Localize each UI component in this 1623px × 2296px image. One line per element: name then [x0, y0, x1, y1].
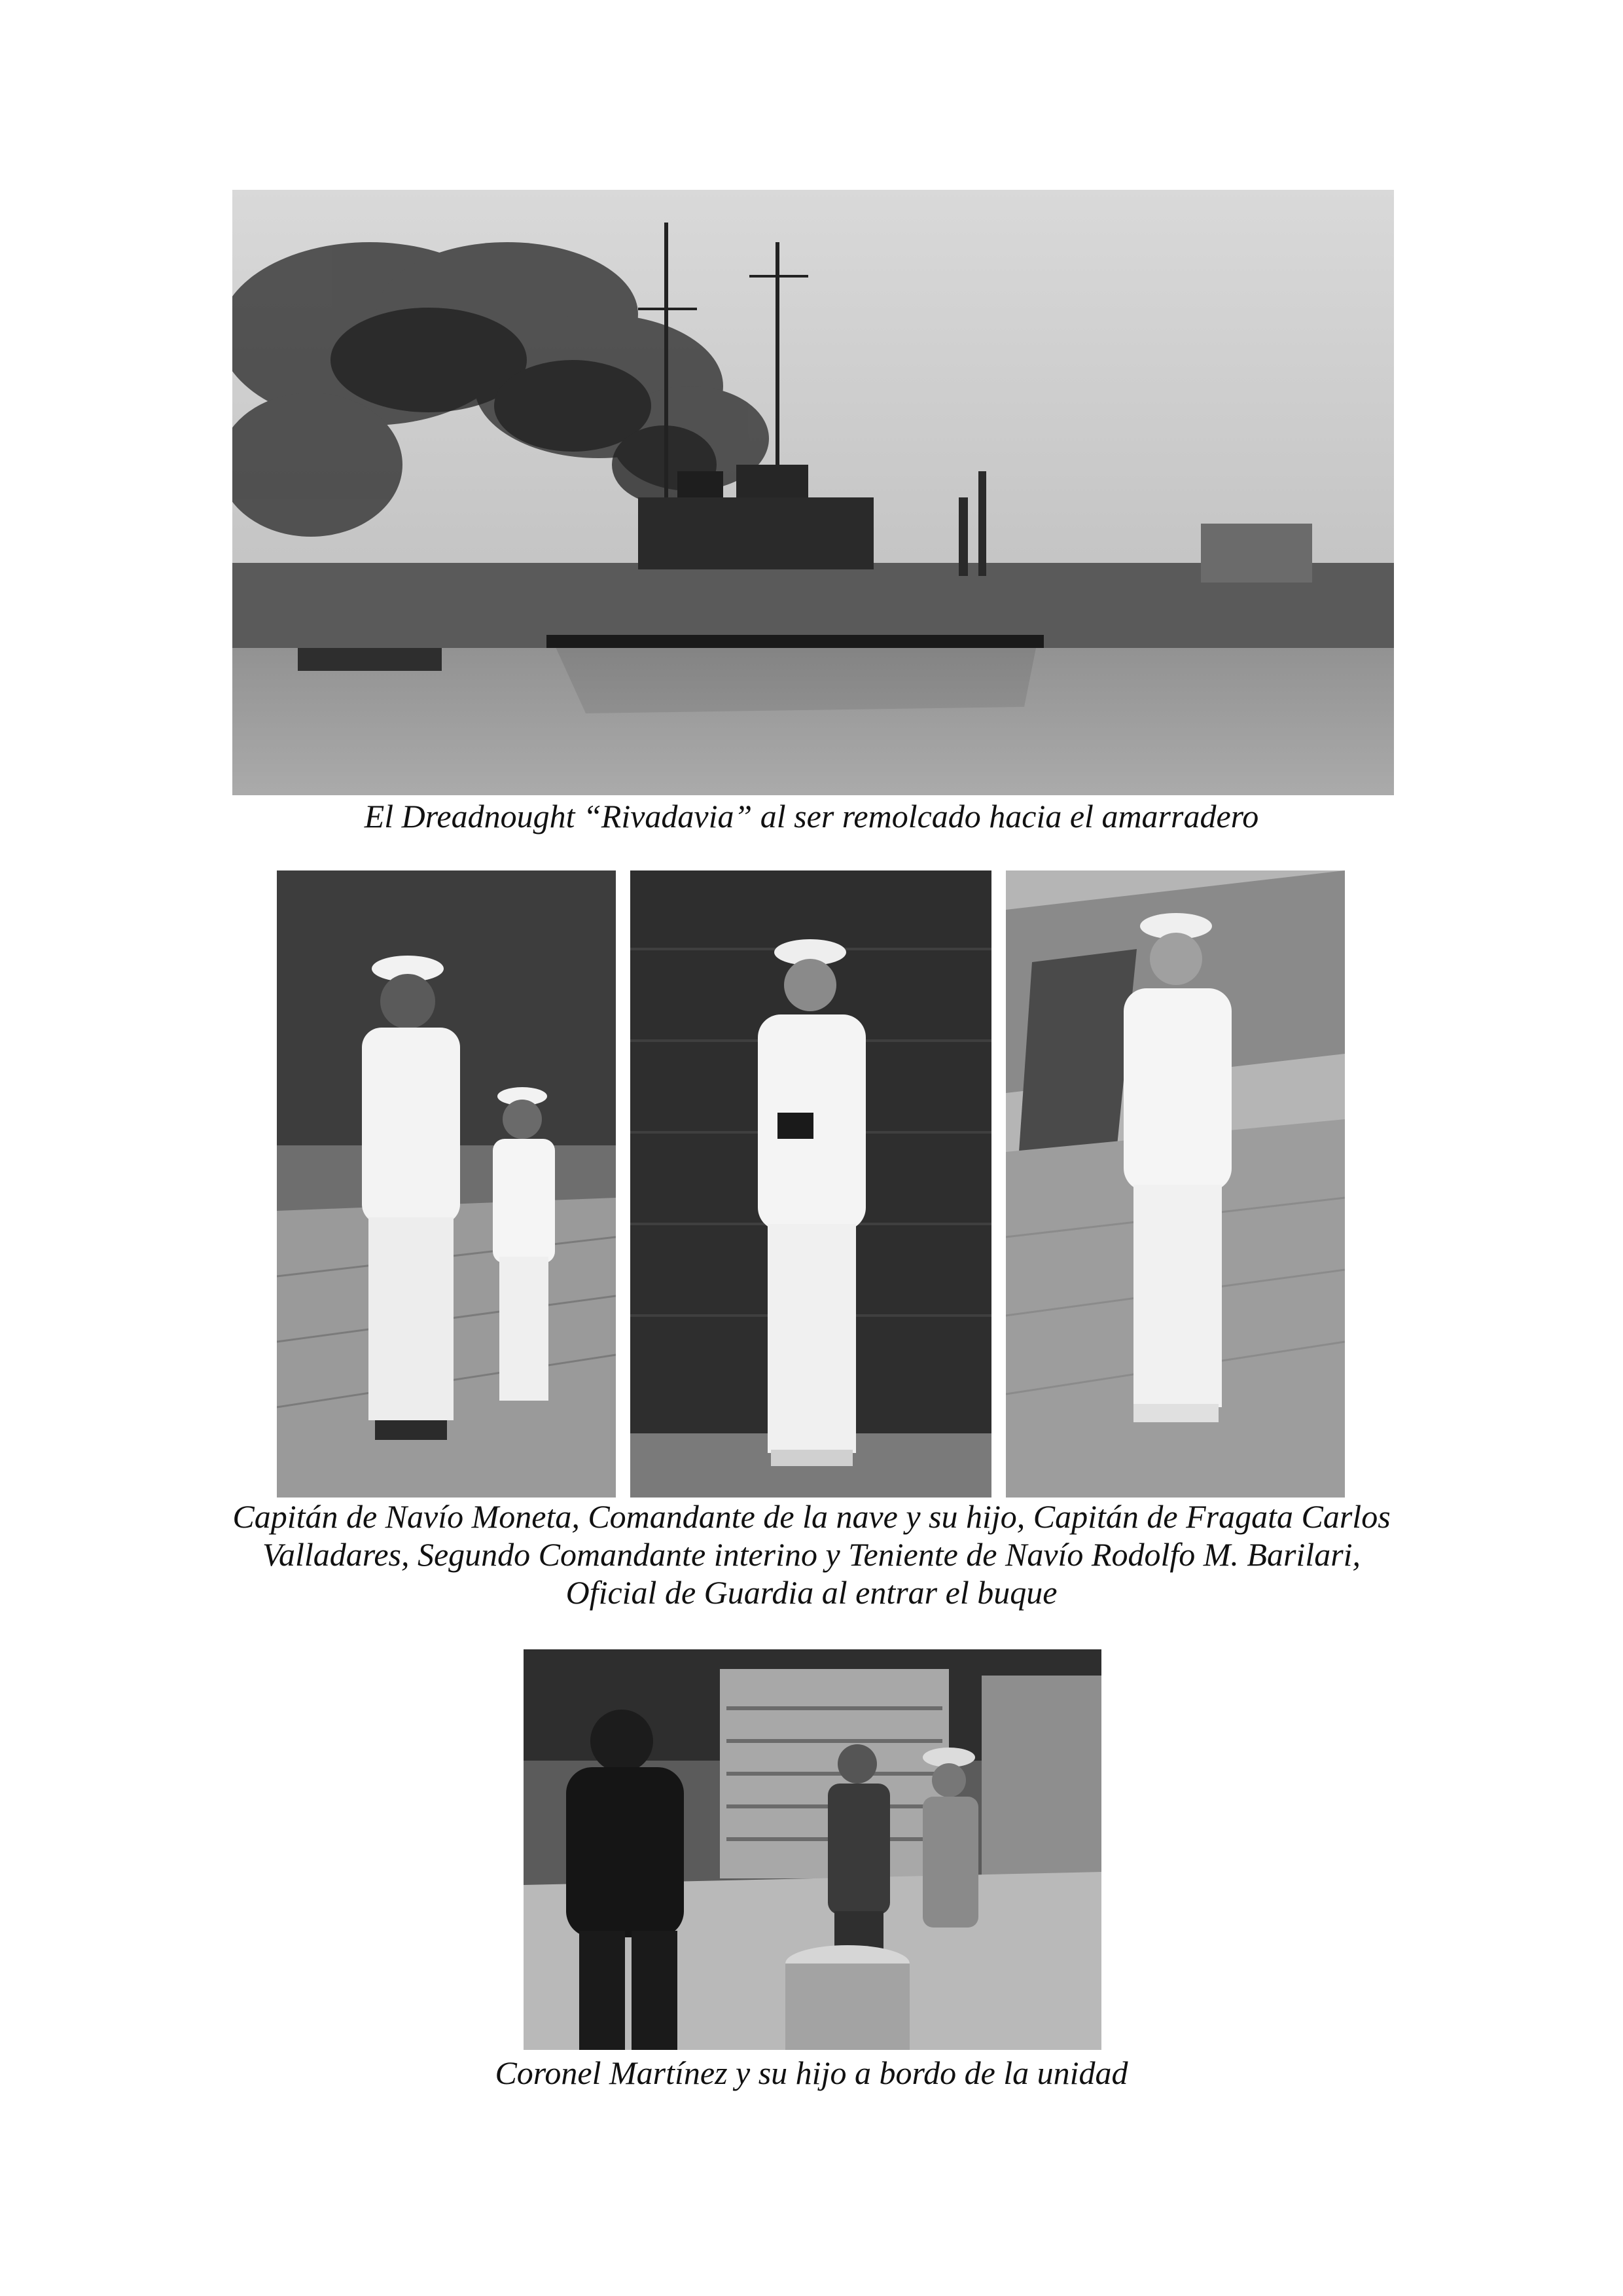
portrait-photo-second-commander — [630, 870, 991, 1498]
deck-scene-photo — [524, 1649, 1101, 2050]
figure-caption: Coronel Martínez y su hijo a bordo de la unidad — [495, 2054, 1128, 2091]
caption-line: Valladares, Segundo Comandante interino y Teniente de Navío Rodolfo M. Barilari, — [262, 1536, 1361, 1573]
portrait-photo-commander-and-son — [277, 870, 616, 1498]
caption-line: Oficial de Guardia al entrar el buque — [565, 1574, 1058, 1611]
dreadnought-photo — [232, 190, 1394, 795]
figure-caption: El Dreadnought “Rivadavia” al ser remolcado hacia el amarradero — [364, 798, 1259, 834]
portrait-photo-officer-of-the-watch — [1006, 870, 1345, 1498]
figure-caption — [0, 1498, 1623, 1611]
caption-line: Capitán de Navío Moneta, Comandante de la nave y su hijo, Capitán de Fragata Carlos — [232, 1498, 1391, 1535]
